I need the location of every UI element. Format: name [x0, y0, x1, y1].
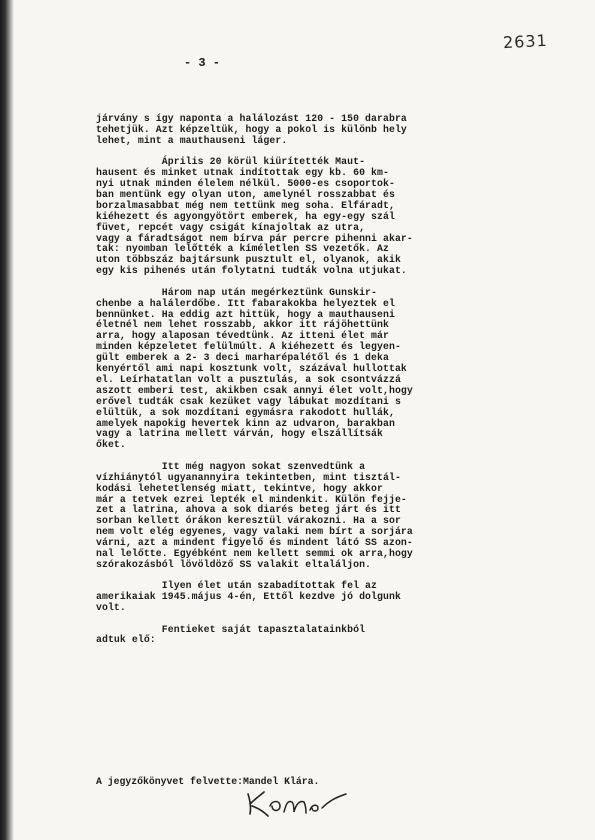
paragraph [96, 462, 546, 571]
text-line: vízhiánytól ugyanannyira tekintetben, mint tisztál- [96, 471, 401, 483]
text-line: már a tetvek ezrei lepték el mindenkit. Külön fejje- [96, 493, 407, 505]
text-line: Április 20 körül kiürítették Maut- [96, 156, 366, 168]
text-line: volt. [96, 602, 126, 614]
text-line: nal lelőtte. Egyébként nem kellett semmi ok arra,hogy [96, 548, 413, 560]
text-line: erővel tudták csak kezüket vagy lábukat mozdítani s [96, 395, 401, 407]
text-line: vagy a latrina mellett várván, hogy elszállítsák [96, 428, 383, 440]
text-line: el. Leírhatatlan volt a pusztulás, a sok csontvázzá [96, 373, 401, 385]
text-line: zet a latrina, ahova a sok diarés beteg járt és itt [96, 504, 401, 516]
paragraph [96, 114, 546, 147]
text-line: egy kis pihenés után folytatni tudták volna utjukat. [96, 265, 407, 277]
recorder-line: A jegyzőkönyvet felvette:Mandel Klára. [96, 776, 320, 787]
text-line: Fentieket saját tapasztalatainkból [96, 623, 366, 635]
text-line: adtuk elő: [96, 634, 156, 646]
text-line: Itt még nagyon sokat szenvedtünk a [96, 460, 366, 472]
paragraph [96, 625, 546, 647]
text-line: ban mentünk egy olyan uton, amelynél rosszabbat és [96, 188, 395, 200]
text-line: kenyértől ami napi kosztunk volt, százával hullottak [96, 363, 407, 375]
text-line: uton többszáz bajtársunk pusztult el, olyanok, akik [96, 254, 401, 266]
text-line: borzalmasabbat még nem tettünk meg soha. Elfáradt, [96, 199, 395, 211]
paragraph [96, 581, 546, 614]
text-line: várni, azt a mindent figyelő és mindent látó SS azon- [96, 537, 413, 549]
text-line: őket. [96, 439, 126, 451]
text-line: arra, hogy alaposan tévedtünk. Az itteni élet már [96, 330, 389, 342]
text-line: sorban kellett órákon keresztül várakozni. Ha a sor [96, 515, 401, 527]
text-line: lehet, mint a mauthauseni láger. [96, 134, 288, 146]
paragraph [96, 288, 546, 452]
text-line: amerikaiak 1945.május 4-én, Ettől kezdve jó dolgunk [96, 591, 401, 603]
text-line: tak: nyomban lelőtték a kíméletlen SS vezetők. Az [96, 243, 389, 255]
text-line: aszott emberi test, akikben csak annyi élet volt,hogy [96, 384, 413, 396]
text-line: amelyek napokig hevertek kinn az udvaron, barakban [96, 417, 395, 429]
paragraph [96, 157, 546, 277]
text-line: gült emberek a 2- 3 deci marharépalétől és 1 deka [96, 352, 389, 364]
page-number: - 3 - [184, 56, 221, 70]
text-line: chenbe a halálerdőbe. Itt fabarakokba helyeztek el [96, 297, 395, 309]
text-line: nyi utnak minden élelem nélkül. 5000-es csoportok- [96, 178, 395, 190]
handwritten-signature [242, 780, 352, 820]
text-line: füvet, repcét vagy csigát kínajoltak az utra, [96, 221, 366, 233]
scan-edge-shadow [0, 0, 14, 840]
text-line: elültük, a sok mozdítani egymásra rakodott hullák, [96, 406, 395, 418]
text-line: kiéhezett és agyongyötört emberek, ha egy-egy szál [96, 210, 395, 222]
text-line: nem volt elég egyenes, vagy valaki nem bírt a sorjára [96, 526, 413, 538]
text-line: kodási lehetetlenség miatt, tekintve, hogy akkor [96, 482, 383, 494]
text-line: minden képzeletet felülmúlt. A kiéhezett és legyen- [96, 341, 401, 353]
text-line: tehetjük. Azt képzeltük, hogy a pokol is különb hely [96, 123, 407, 135]
text-line: Három nap után megérkeztünk Gunskir- [96, 286, 378, 298]
text-line: járvány s így naponta a halálozást 120 - 150 darabra [96, 113, 407, 124]
text-line: szórakozásból lövöldöző SS valakit eltaláljon. [96, 558, 372, 570]
text-line: életnél nem lehet rosszabb, akkor itt rájöhettünk [96, 319, 389, 331]
text-line: bennünket. Ha eddig azt hittük, hogy a mauthauseni [96, 308, 395, 320]
document-body [96, 114, 546, 657]
text-line: vagy a fáradtságot nem bírva pár percre pihenni akar- [96, 232, 413, 244]
text-line: Ilyen élet után szabadítottak fel az [96, 580, 378, 592]
text-line: hausent és minket utnak indítottak egy kb. 60 km- [96, 167, 389, 179]
archive-number: 2631 [502, 30, 549, 53]
